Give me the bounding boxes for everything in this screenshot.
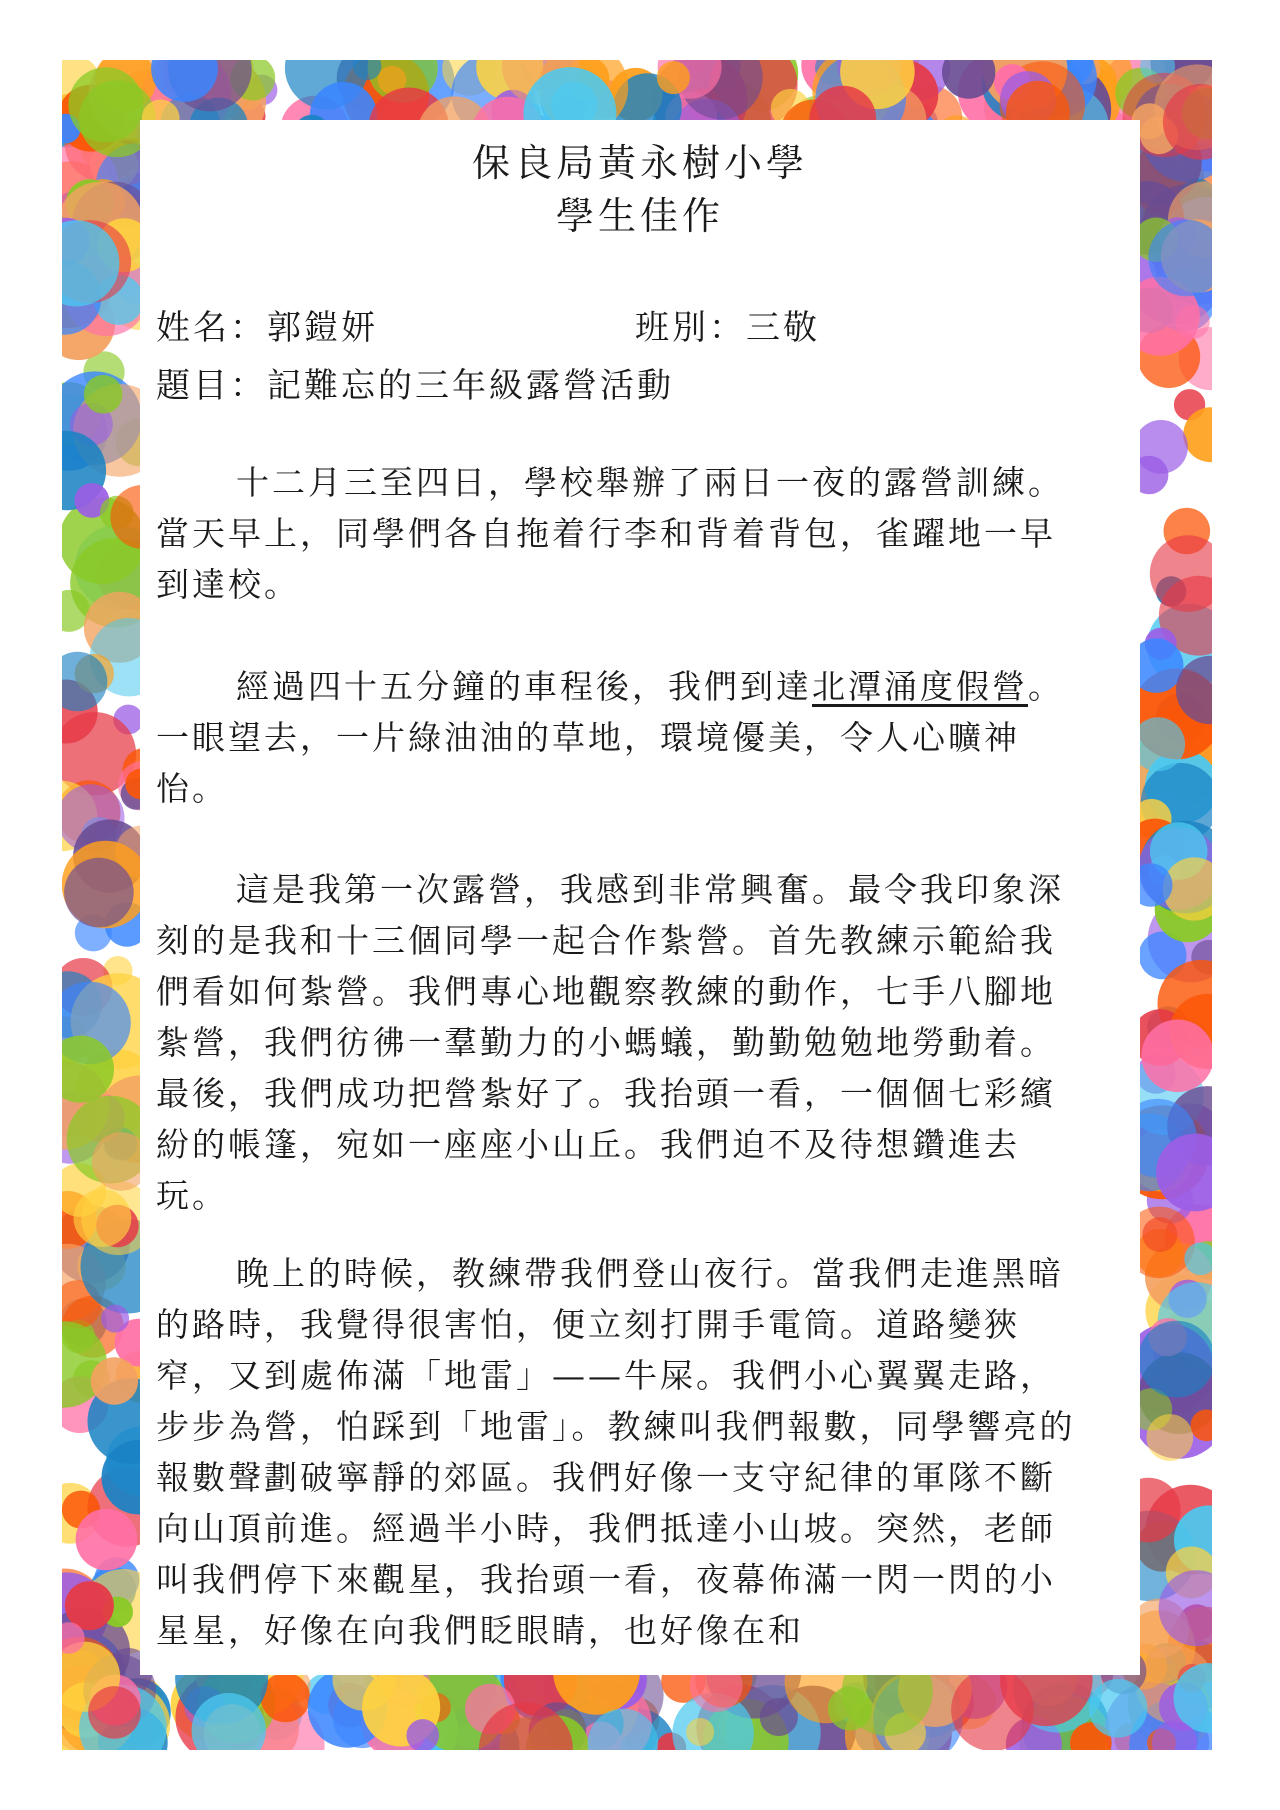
paragraph-4: 晚上的時候，教練帶我們登山夜行。當我們走進黑暗的路時，我覺得很害怕，便立刻打開手電筒。道路變狹窄，又到處佈滿「地雷」——牛屎。我們小心翼翼走路，步步為營，怕踩到「地雷」。教練叫我們報數，同學響亮的報數聲劃破寧靜的郊區。我們好像一支守紀律的軍隊不斷向山頂前進。經過半小時，我們抵達小山坡。突然，老師叫我們停下來觀星，我抬頭一看，夜幕佈滿一閃一閃的小星星，好像在向我們眨眼睛，也好像在和 bbox=[156, 1254, 1076, 1650]
student-name-line bbox=[156, 300, 378, 349]
document-subtitle: 學生佳作 bbox=[555, 194, 724, 238]
essay-title-line bbox=[156, 358, 674, 407]
paper-sheet bbox=[140, 120, 1140, 1675]
confetti-dot bbox=[1138, 1321, 1212, 1398]
confetti-dot bbox=[1134, 420, 1188, 474]
paragraph-2 bbox=[156, 661, 1091, 814]
paragraph-1: 十二月三至四日，學校舉辦了兩日一夜的露營訓練。當天早上，同學們各自拖着行李和背着背包，雀躍地一早到達校。 bbox=[156, 463, 1064, 604]
title-value: 記難忘的三年級露營活動 bbox=[267, 366, 674, 406]
confetti-dot bbox=[261, 1673, 310, 1722]
class-label: 班別： bbox=[635, 308, 746, 348]
confetti-dot bbox=[84, 375, 123, 414]
confetti-dot bbox=[1089, 1679, 1148, 1738]
name-value: 郭鎧妍 bbox=[267, 308, 378, 348]
confetti-dot bbox=[64, 858, 134, 928]
confetti-dot bbox=[88, 1686, 141, 1739]
title-label: 題目： bbox=[156, 366, 267, 406]
name-label: 姓名： bbox=[156, 308, 267, 348]
confetti-dot bbox=[76, 1509, 138, 1571]
confetti-dot bbox=[657, 61, 690, 94]
class-value: 三敬 bbox=[746, 308, 820, 348]
confetti-dot bbox=[74, 1189, 132, 1247]
class-line bbox=[635, 300, 820, 349]
paragraph-3: 這是我第一次露營，我感到非常興奮。最令我印象深刻的是我和十三個同學一起合作紮營。首先教練示範給我們看如何紮營。我們專心地觀察教練的動作，七手八腳地紮營，我們彷彿一羣勤力的小螞蟻，勤勤勉勉地勞動着。最後，我們成功把營紮好了。我抬頭一看，一個個七彩繽紛的帳篷，宛如一座座小山丘。我們迫不及待想鑽進去玩。 bbox=[156, 870, 1064, 1215]
confetti-dot bbox=[686, 1718, 714, 1746]
paragraph-2-end: 。一眼望去，一片綠油油的草地，環境優美，令人心曠神怡。 bbox=[156, 667, 1064, 808]
school-name: 保良局黃永樹小學 bbox=[471, 141, 808, 185]
confetti-dot bbox=[1146, 1414, 1193, 1461]
place-name: 北潭涌度假營 bbox=[812, 667, 1028, 706]
confetti-dot bbox=[1141, 1020, 1212, 1093]
confetti-dot bbox=[101, 1305, 129, 1333]
paragraph-2-start: 經過四十五分鐘的車程後，我們到達 bbox=[236, 667, 812, 706]
confetti-dot bbox=[91, 1357, 138, 1404]
